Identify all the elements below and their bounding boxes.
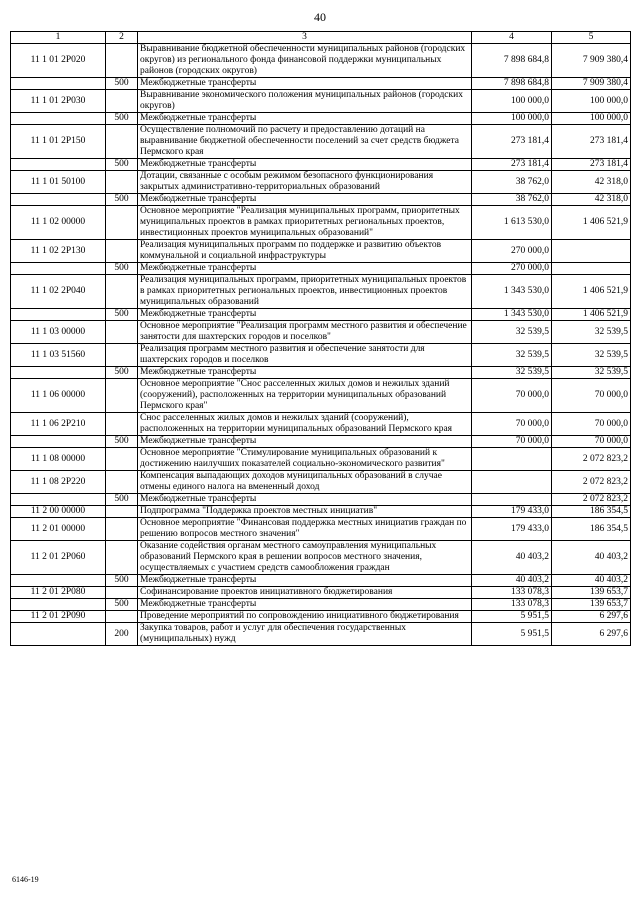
cell-amount-col4 bbox=[472, 448, 552, 471]
table-row bbox=[11, 194, 631, 206]
table-row bbox=[11, 125, 631, 159]
cell-amount-col4: 179 433,0 bbox=[472, 506, 552, 518]
table-row bbox=[11, 113, 631, 125]
cell-amount-col5: 70 000,0 bbox=[552, 379, 631, 413]
cell-code: 11 1 01 50100 bbox=[11, 171, 106, 194]
cell-amount-col4: 1 613 530,0 bbox=[472, 206, 552, 240]
cell-amount-col5: 32 539,5 bbox=[552, 321, 631, 344]
page-number: 40 bbox=[314, 10, 326, 24]
cell-amount-col4: 1 343 530,0 bbox=[472, 309, 552, 321]
table-row bbox=[11, 309, 631, 321]
cell-name: Межбюджетные трансферты bbox=[138, 494, 472, 506]
cell-amount-col4: 100 000,0 bbox=[472, 90, 552, 113]
cell-name: Выравнивание бюджетной обеспеченности муниципальных районов (городских округов) из регионального фонда финансовой поддержки муниципальных районов (городских округов) bbox=[138, 44, 472, 78]
cell-expense-type bbox=[106, 344, 138, 367]
cell-amount-col4: 70 000,0 bbox=[472, 413, 552, 436]
cell-expense-type bbox=[106, 587, 138, 599]
cell-amount-col5: 139 653,7 bbox=[552, 599, 631, 611]
cell-expense-type bbox=[106, 518, 138, 541]
cell-code: 11 2 01 2P060 bbox=[11, 541, 106, 575]
table-row bbox=[11, 448, 631, 471]
table-header-row bbox=[11, 32, 631, 44]
cell-amount-col4: 179 433,0 bbox=[472, 518, 552, 541]
cell-name: Софинансирование проектов инициативного бюджетирования bbox=[138, 587, 472, 599]
cell-amount-col5 bbox=[552, 240, 631, 263]
cell-amount-col5: 6 297,6 bbox=[552, 623, 631, 646]
cell-amount-col5: 186 354,5 bbox=[552, 506, 631, 518]
cell-name: Межбюджетные трансферты bbox=[138, 263, 472, 275]
budget-table bbox=[10, 31, 631, 646]
cell-name: Межбюджетные трансферты bbox=[138, 159, 472, 171]
header-col-5: 5 bbox=[552, 32, 631, 44]
cell-amount-col5: 1 406 521,9 bbox=[552, 309, 631, 321]
table-body bbox=[11, 44, 631, 646]
cell-amount-col4: 5 951,5 bbox=[472, 623, 552, 646]
table-row bbox=[11, 206, 631, 240]
cell-amount-col5: 100 000,0 bbox=[552, 90, 631, 113]
cell-name: Реализация программ местного развития и обеспечение занятости для шахтерских городов и поселков bbox=[138, 344, 472, 367]
cell-amount-col5: 40 403,2 bbox=[552, 541, 631, 575]
cell-code: 11 1 01 2P150 bbox=[11, 125, 106, 159]
cell-name: Закупка товаров, работ и услуг для обеспечения государственных (муниципальных) нужд bbox=[138, 623, 472, 646]
cell-amount-col5: 273 181,4 bbox=[552, 159, 631, 171]
cell-amount-col4: 32 539,5 bbox=[472, 321, 552, 344]
cell-code: 11 2 01 2P080 bbox=[11, 587, 106, 599]
table-row bbox=[11, 611, 631, 623]
cell-code: 11 1 02 00000 bbox=[11, 206, 106, 240]
cell-amount-col4: 40 403,2 bbox=[472, 541, 552, 575]
cell-code: 11 1 03 00000 bbox=[11, 321, 106, 344]
cell-code bbox=[11, 159, 106, 171]
table-row bbox=[11, 436, 631, 448]
cell-expense-type bbox=[106, 379, 138, 413]
table-row bbox=[11, 471, 631, 494]
cell-name: Проведение мероприятий по сопровождению инициативного бюджетирования bbox=[138, 611, 472, 623]
cell-expense-type bbox=[106, 471, 138, 494]
cell-name: Межбюджетные трансферты bbox=[138, 309, 472, 321]
cell-expense-type bbox=[106, 240, 138, 263]
table-row bbox=[11, 90, 631, 113]
table-row bbox=[11, 275, 631, 309]
cell-amount-col4: 273 181,4 bbox=[472, 159, 552, 171]
table-row bbox=[11, 321, 631, 344]
table-row bbox=[11, 494, 631, 506]
cell-amount-col5: 139 653,7 bbox=[552, 587, 631, 599]
cell-amount-col4: 270 000,0 bbox=[472, 240, 552, 263]
cell-code bbox=[11, 309, 106, 321]
cell-amount-col5: 273 181,4 bbox=[552, 125, 631, 159]
cell-code bbox=[11, 263, 106, 275]
cell-name: Межбюджетные трансферты bbox=[138, 599, 472, 611]
cell-code: 11 1 01 2P020 bbox=[11, 44, 106, 78]
cell-code bbox=[11, 367, 106, 379]
cell-name: Основное мероприятие "Финансовая поддержка местных инициатив граждан по решению вопросов местного значения" bbox=[138, 518, 472, 541]
cell-name: Выравнивание экономического положения муниципальных районов (городских округов) bbox=[138, 90, 472, 113]
cell-code bbox=[11, 436, 106, 448]
table-row bbox=[11, 367, 631, 379]
cell-amount-col4: 133 078,3 bbox=[472, 599, 552, 611]
cell-code: 11 1 06 00000 bbox=[11, 379, 106, 413]
header-col-3: 3 bbox=[138, 32, 472, 44]
cell-amount-col5: 7 909 380,4 bbox=[552, 44, 631, 78]
cell-amount-col5: 7 909 380,4 bbox=[552, 78, 631, 90]
table-row bbox=[11, 623, 631, 646]
cell-code bbox=[11, 113, 106, 125]
cell-code bbox=[11, 78, 106, 90]
cell-expense-type bbox=[106, 206, 138, 240]
cell-name: Межбюджетные трансферты bbox=[138, 194, 472, 206]
cell-expense-type bbox=[106, 125, 138, 159]
cell-expense-type bbox=[106, 90, 138, 113]
cell-expense-type bbox=[106, 611, 138, 623]
cell-expense-type: 500 bbox=[106, 113, 138, 125]
cell-amount-col5: 32 539,5 bbox=[552, 367, 631, 379]
cell-expense-type bbox=[106, 321, 138, 344]
table-row bbox=[11, 379, 631, 413]
cell-amount-col4: 7 898 684,8 bbox=[472, 44, 552, 78]
cell-amount-col5: 70 000,0 bbox=[552, 413, 631, 436]
cell-code: 11 2 01 00000 bbox=[11, 518, 106, 541]
cell-expense-type: 500 bbox=[106, 494, 138, 506]
cell-amount-col4: 32 539,5 bbox=[472, 344, 552, 367]
cell-amount-col5: 2 072 823,2 bbox=[552, 448, 631, 471]
cell-amount-col4: 38 762,0 bbox=[472, 194, 552, 206]
cell-name: Основное мероприятие "Стимулирование муниципальных образований к достижению наилучших показателей социально-экономического развития" bbox=[138, 448, 472, 471]
cell-expense-type: 500 bbox=[106, 599, 138, 611]
cell-name: Основное мероприятие "Реализация программ местного развития и обеспечение занятости для шахтерских городов и поселков" bbox=[138, 321, 472, 344]
cell-code bbox=[11, 194, 106, 206]
cell-code bbox=[11, 494, 106, 506]
table-row bbox=[11, 171, 631, 194]
cell-name: Межбюджетные трансферты bbox=[138, 436, 472, 448]
cell-name: Реализация муниципальных программ по поддержке и развитию объектов коммунальной и социальной инфраструктуры bbox=[138, 240, 472, 263]
cell-amount-col4: 40 403,2 bbox=[472, 575, 552, 587]
cell-code bbox=[11, 599, 106, 611]
cell-amount-col4: 270 000,0 bbox=[472, 263, 552, 275]
cell-amount-col4: 100 000,0 bbox=[472, 113, 552, 125]
footer-code: 6146-19 bbox=[12, 875, 39, 884]
header-col-1: 1 bbox=[11, 32, 106, 44]
cell-amount-col4: 7 898 684,8 bbox=[472, 78, 552, 90]
cell-name: Оказание содействия органам местного самоуправления муниципальных образований Пермского края в решении вопросов местного значения, осуществляемых с участием средств самообложения граждан bbox=[138, 541, 472, 575]
table-row bbox=[11, 344, 631, 367]
cell-code: 11 1 02 2P130 bbox=[11, 240, 106, 263]
cell-amount-col4: 70 000,0 bbox=[472, 379, 552, 413]
cell-expense-type: 500 bbox=[106, 575, 138, 587]
table-row bbox=[11, 44, 631, 78]
cell-amount-col5: 70 000,0 bbox=[552, 436, 631, 448]
table-row bbox=[11, 506, 631, 518]
cell-code bbox=[11, 623, 106, 646]
cell-amount-col4: 273 181,4 bbox=[472, 125, 552, 159]
cell-amount-col5: 42 318,0 bbox=[552, 194, 631, 206]
cell-amount-col5: 100 000,0 bbox=[552, 113, 631, 125]
cell-expense-type bbox=[106, 448, 138, 471]
table-row bbox=[11, 240, 631, 263]
cell-expense-type: 500 bbox=[106, 436, 138, 448]
cell-amount-col4: 32 539,5 bbox=[472, 367, 552, 379]
cell-amount-col4: 133 078,3 bbox=[472, 587, 552, 599]
cell-expense-type bbox=[106, 541, 138, 575]
cell-expense-type bbox=[106, 44, 138, 78]
cell-name: Основное мероприятие "Снос расселенных жилых домов и нежилых зданий (сооружений), расположенных на территории муниципальных образований Пермского края" bbox=[138, 379, 472, 413]
cell-amount-col5: 186 354,5 bbox=[552, 518, 631, 541]
table-row bbox=[11, 78, 631, 90]
cell-amount-col4: 38 762,0 bbox=[472, 171, 552, 194]
cell-amount-col5: 1 406 521,9 bbox=[552, 275, 631, 309]
cell-expense-type: 500 bbox=[106, 194, 138, 206]
cell-code: 11 1 08 2P220 bbox=[11, 471, 106, 494]
cell-amount-col4: 70 000,0 bbox=[472, 436, 552, 448]
table-row bbox=[11, 587, 631, 599]
cell-code: 11 1 03 51560 bbox=[11, 344, 106, 367]
cell-amount-col5: 2 072 823,2 bbox=[552, 471, 631, 494]
cell-name: Компенсация выпадающих доходов муниципальных образований в случае отмены единого налога на вмененный доход bbox=[138, 471, 472, 494]
cell-amount-col5: 1 406 521,9 bbox=[552, 206, 631, 240]
cell-code bbox=[11, 575, 106, 587]
cell-name: Осуществление полномочий по расчету и предоставлению дотаций на выравнивание бюджетной обеспеченности поселений за счет средств бюджета Пермского края bbox=[138, 125, 472, 159]
cell-expense-type: 500 bbox=[106, 78, 138, 90]
table-row bbox=[11, 575, 631, 587]
cell-amount-col5 bbox=[552, 263, 631, 275]
table-row bbox=[11, 413, 631, 436]
cell-expense-type bbox=[106, 275, 138, 309]
table-row bbox=[11, 541, 631, 575]
cell-amount-col4: 5 951,5 bbox=[472, 611, 552, 623]
cell-amount-col5: 42 318,0 bbox=[552, 171, 631, 194]
cell-expense-type bbox=[106, 413, 138, 436]
cell-expense-type: 500 bbox=[106, 309, 138, 321]
cell-expense-type: 500 bbox=[106, 367, 138, 379]
cell-amount-col5: 2 072 823,2 bbox=[552, 494, 631, 506]
cell-amount-col4: 1 343 530,0 bbox=[472, 275, 552, 309]
header-col-2: 2 bbox=[106, 32, 138, 44]
cell-code: 11 1 02 2P040 bbox=[11, 275, 106, 309]
table-row bbox=[11, 599, 631, 611]
cell-amount-col5: 40 403,2 bbox=[552, 575, 631, 587]
cell-expense-type bbox=[106, 171, 138, 194]
cell-expense-type: 200 bbox=[106, 623, 138, 646]
cell-amount-col5: 6 297,6 bbox=[552, 611, 631, 623]
cell-amount-col4 bbox=[472, 494, 552, 506]
header-col-4: 4 bbox=[472, 32, 552, 44]
cell-name: Реализация муниципальных программ, приоритетных муниципальных проектов в рамках приоритетных региональных проектов, инвестиционных проектов муниципальных образований bbox=[138, 275, 472, 309]
cell-expense-type: 500 bbox=[106, 263, 138, 275]
cell-code: 11 2 00 00000 bbox=[11, 506, 106, 518]
cell-name: Межбюджетные трансферты bbox=[138, 575, 472, 587]
cell-name: Дотации, связанные с особым режимом безопасного функционирования закрытых административно-территориальных образований bbox=[138, 171, 472, 194]
cell-code: 11 1 08 00000 bbox=[11, 448, 106, 471]
cell-code: 11 1 06 2P210 bbox=[11, 413, 106, 436]
cell-code: 11 1 01 2P030 bbox=[11, 90, 106, 113]
cell-name: Межбюджетные трансферты bbox=[138, 78, 472, 90]
cell-amount-col5: 32 539,5 bbox=[552, 344, 631, 367]
cell-name: Межбюджетные трансферты bbox=[138, 367, 472, 379]
cell-name: Основное мероприятие "Реализация муниципальных программ, приоритетных муниципальных проектов в рамках приоритетных региональных проектов, инвестиционных проектов муниципальных образований" bbox=[138, 206, 472, 240]
cell-name: Подпрограмма "Поддержка проектов местных инициатив" bbox=[138, 506, 472, 518]
table-row bbox=[11, 263, 631, 275]
table-row bbox=[11, 159, 631, 171]
cell-code: 11 2 01 2P090 bbox=[11, 611, 106, 623]
cell-name: Межбюджетные трансферты bbox=[138, 113, 472, 125]
table-row bbox=[11, 518, 631, 541]
cell-name: Снос расселенных жилых домов и нежилых зданий (сооружений), расположенных на территории муниципальных образований Пермского края bbox=[138, 413, 472, 436]
cell-expense-type: 500 bbox=[106, 159, 138, 171]
cell-expense-type bbox=[106, 506, 138, 518]
cell-amount-col4 bbox=[472, 471, 552, 494]
